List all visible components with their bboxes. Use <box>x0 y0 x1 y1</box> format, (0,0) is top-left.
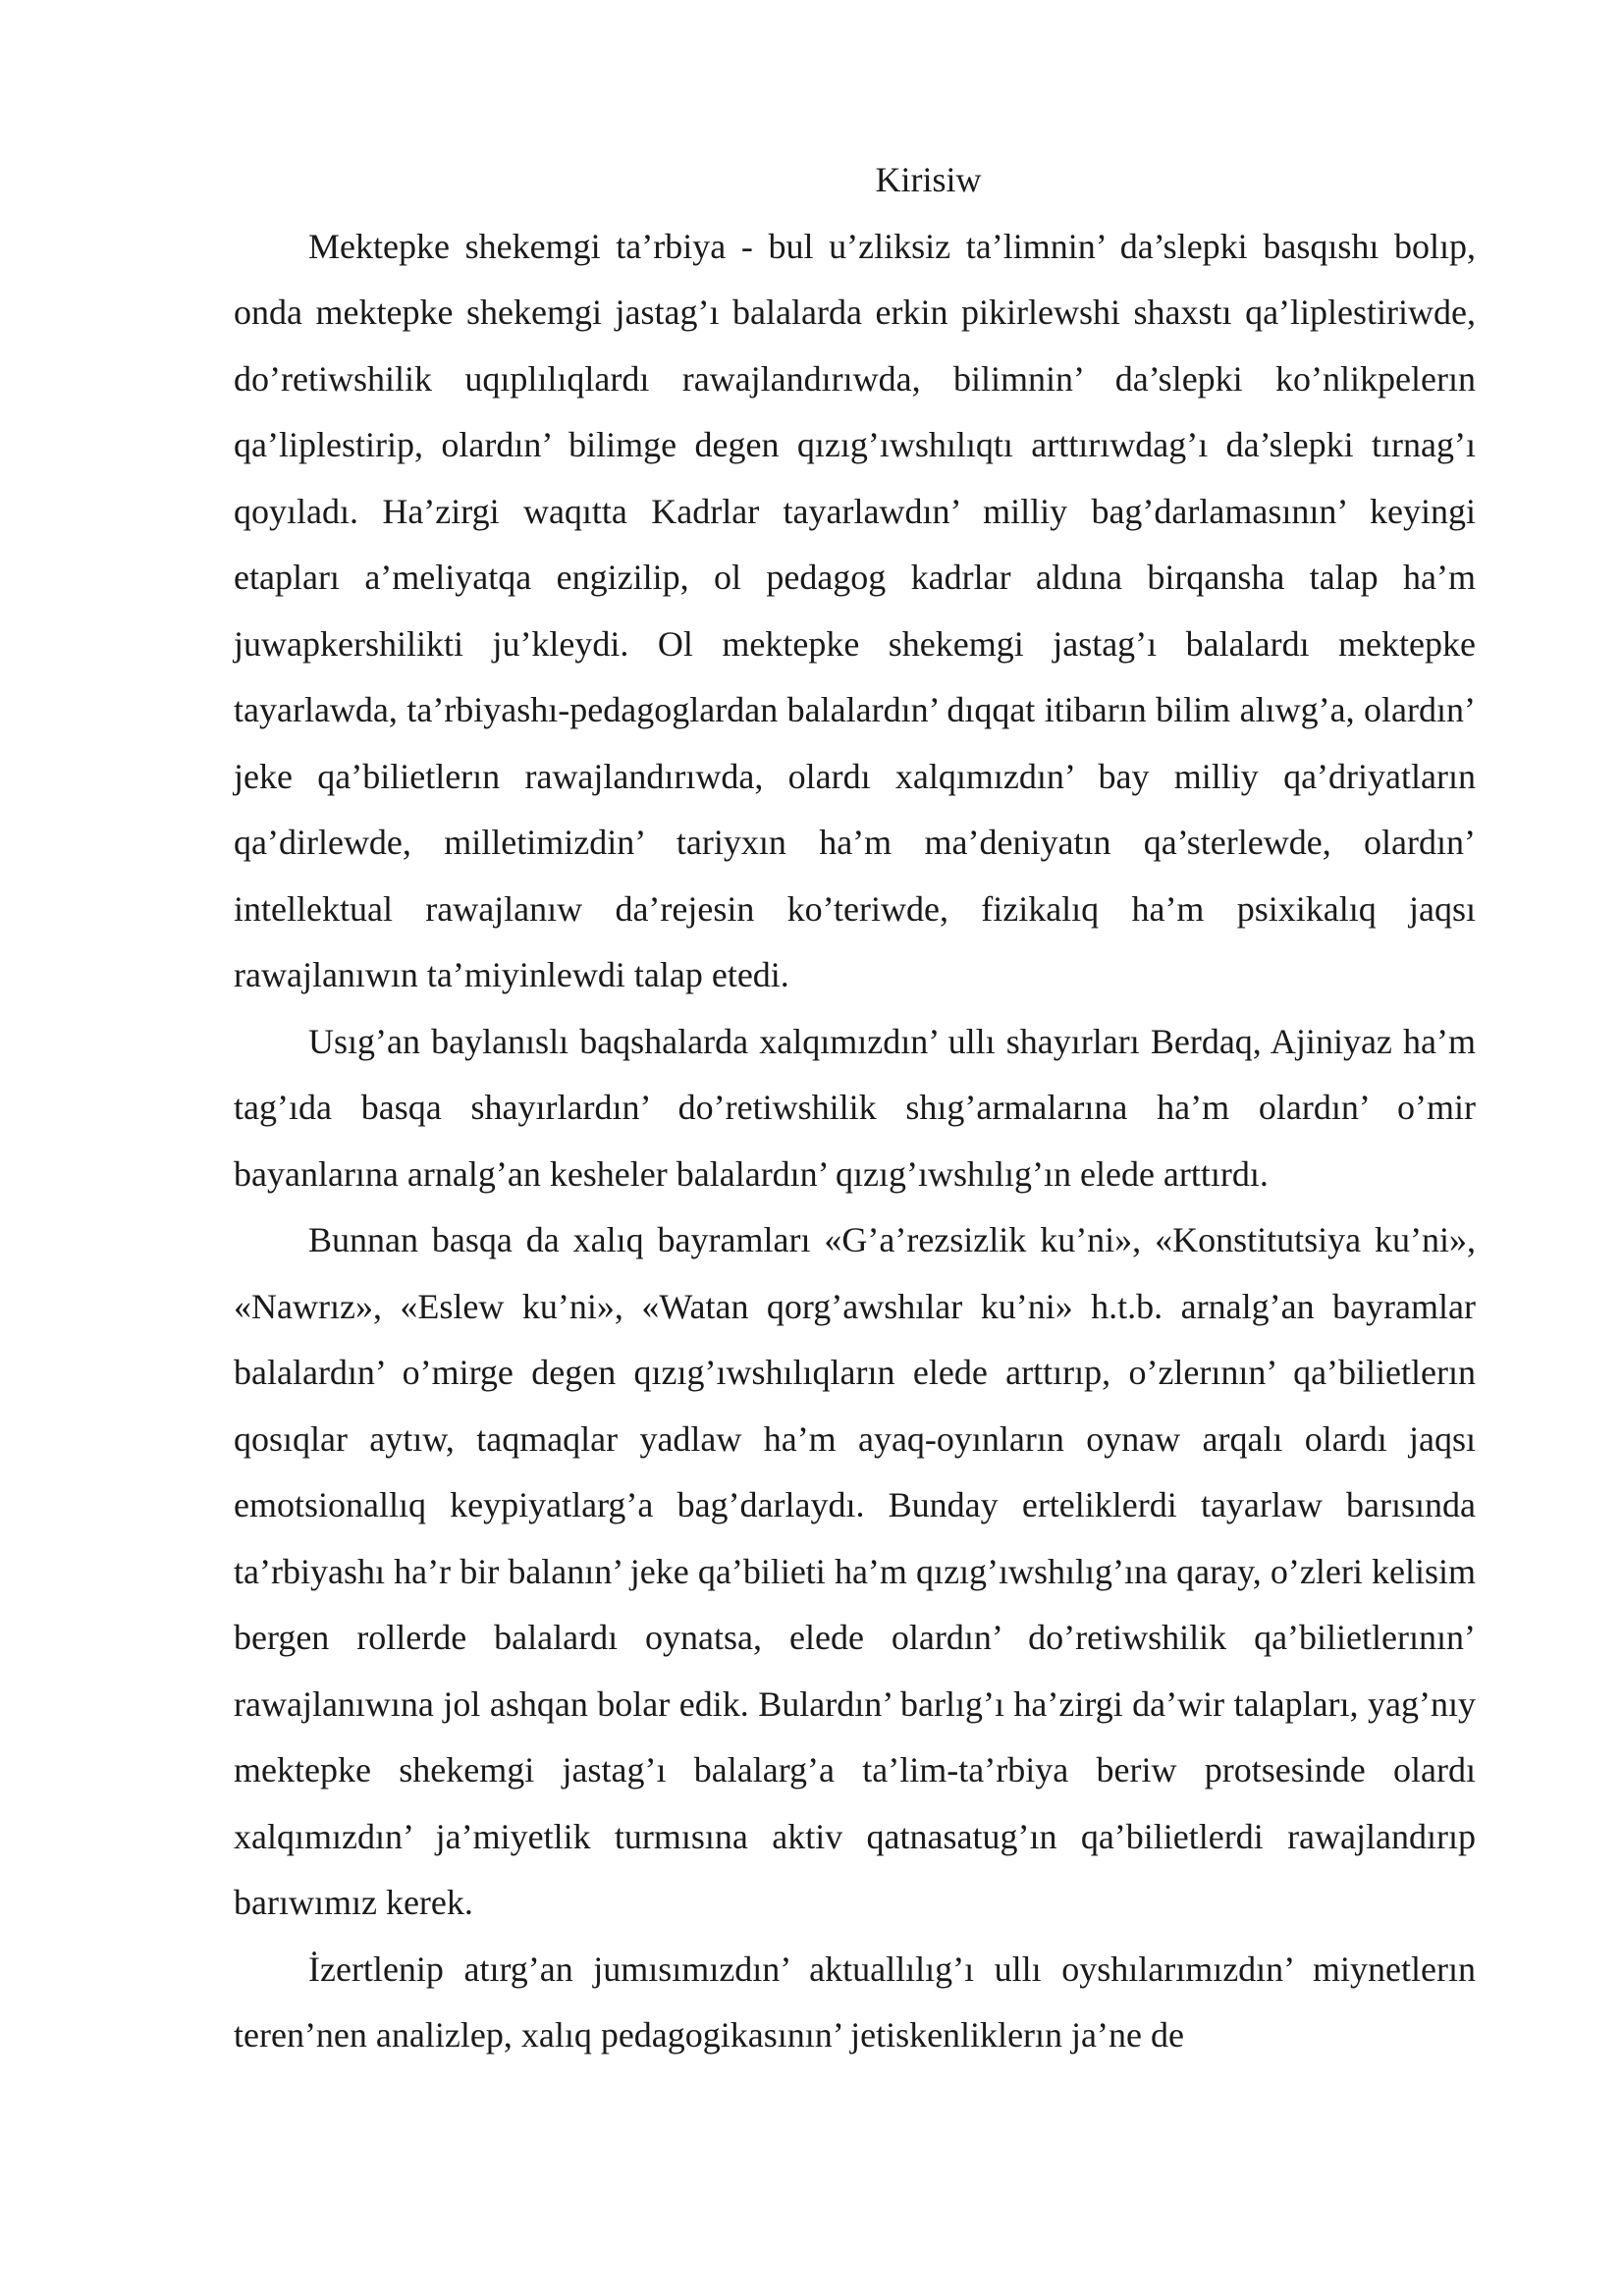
paragraph-2: Usıg’an baylanıslı baqshalarda xalqımızdın’ ullı shayırları Berdaq, Ajiniyaz ha’m tag’ıda basqa shayırlardın’ do’retiwshilik shıg’armalarına ha’m olardın’ o’mir bayanlarına arnalg’an kesheler balalardın’ qızıg’ıwshılıg’ın elede arttırdı. <box>234 1021 1476 1194</box>
document-title: Kirisiw <box>875 160 982 199</box>
document-body <box>234 147 1476 2069</box>
paragraph-4: İzertlenip atırg’an jumısımızdın’ aktuallılıg’ı ullı oyshılarımızdın’ miynetlerın teren’nen analizlep, xalıq pedagogikasının’ jetiskenliklerın ja’ne de <box>234 1949 1476 2055</box>
paragraph-1: Mektepke shekemgi ta’rbiya - bul u’zliksiz ta’limnin’ da’slepki basqıshı bolıp, onda mektepke shekemgi jastag’ı balalarda erkin pikirlewshi shaxstı qa’liplestiriwde, do’retiwshilik uqıplılıqlardı rawajlandırıwda, bilimnin’ da’slepki ko’nlikpelerın qa’liplestirip, olardın’ bilimge degen qızıg’ıwshılıqtı arttırıwdag’ı da’slepki tırnag’ı qoyıladı. Ha’zirgi waqıtta Kadrlar tayarlawdın’ milliy bag’darlamasının’ keyingi etapları a’meliyatqa engizilip, ol pedagog kadrlar aldına birqansha talap ha’m juwapkershilikti ju’kleydi. Ol mektepke shekemgi jastag’ı balalardı mektepke tayarlawda, ta’rbiyashı-pedagoglardan balalardın’ dıqqat itibarın bilim alıwg’a, olardın’ jeke qa’bilietlerın rawajlandırıwda, olardı xalqımızdın’ bay milliy qa’driyatların qa’dirlewde, milletimizdin’ tariyxın ha’m ma’deniyatın qa’sterlewde, olardın’ intellektual rawajlanıw da’rejesin ko’teriwde, fizikalıq ha’m psixikalıq jaqsı rawajlanıwın ta’miyinlewdi talap etedi. <box>234 226 1476 994</box>
paragraph-3: Bunnan basqa da xalıq bayramları «G’a’rezsizlik ku’ni», «Konstitutsiya ku’ni», «Nawrız», «Eslew ku’ni», «Watan qorg’awshılar ku’ni» h.t.b. arnalg’an bayramlar balalardın’ o’mirge degen qızıg’ıwshılıqların elede arttırıp, o’zlerının’ qa’bilietlerın qosıqlar aytıw, taqmaqlar yadlaw ha’m ayaq-oyınların oynaw arqalı olardı jaqsı emotsionallıq keypiyatlarg’a bag’darlaydı. Bunday erteliklerdi tayarlaw barısında ta’rbiyashı ha’r bir balanın’ jeke qa’bilieti ha’m qızıg’ıwshılıg’ına qaray, o’zleri kelisim bergen rollerde balalardı oynatsa, elede olardın’ do’retiwshilik qa’bilietlerının’ rawajlanıwına jol ashqan bolar edik. Bulardın’ barlıg’ı ha’zirgi da’wir talapları, yag’nıy mektepke shekemgi jastag’ı balalarg’a ta’lim-ta’rbiya beriw protsesinde olardı xalqımızdın’ ja’miyetlik turmısına aktiv qatnasatug’ın qa’bilietlerdi rawajlandırıp barıwımız kerek. <box>234 1220 1476 1922</box>
